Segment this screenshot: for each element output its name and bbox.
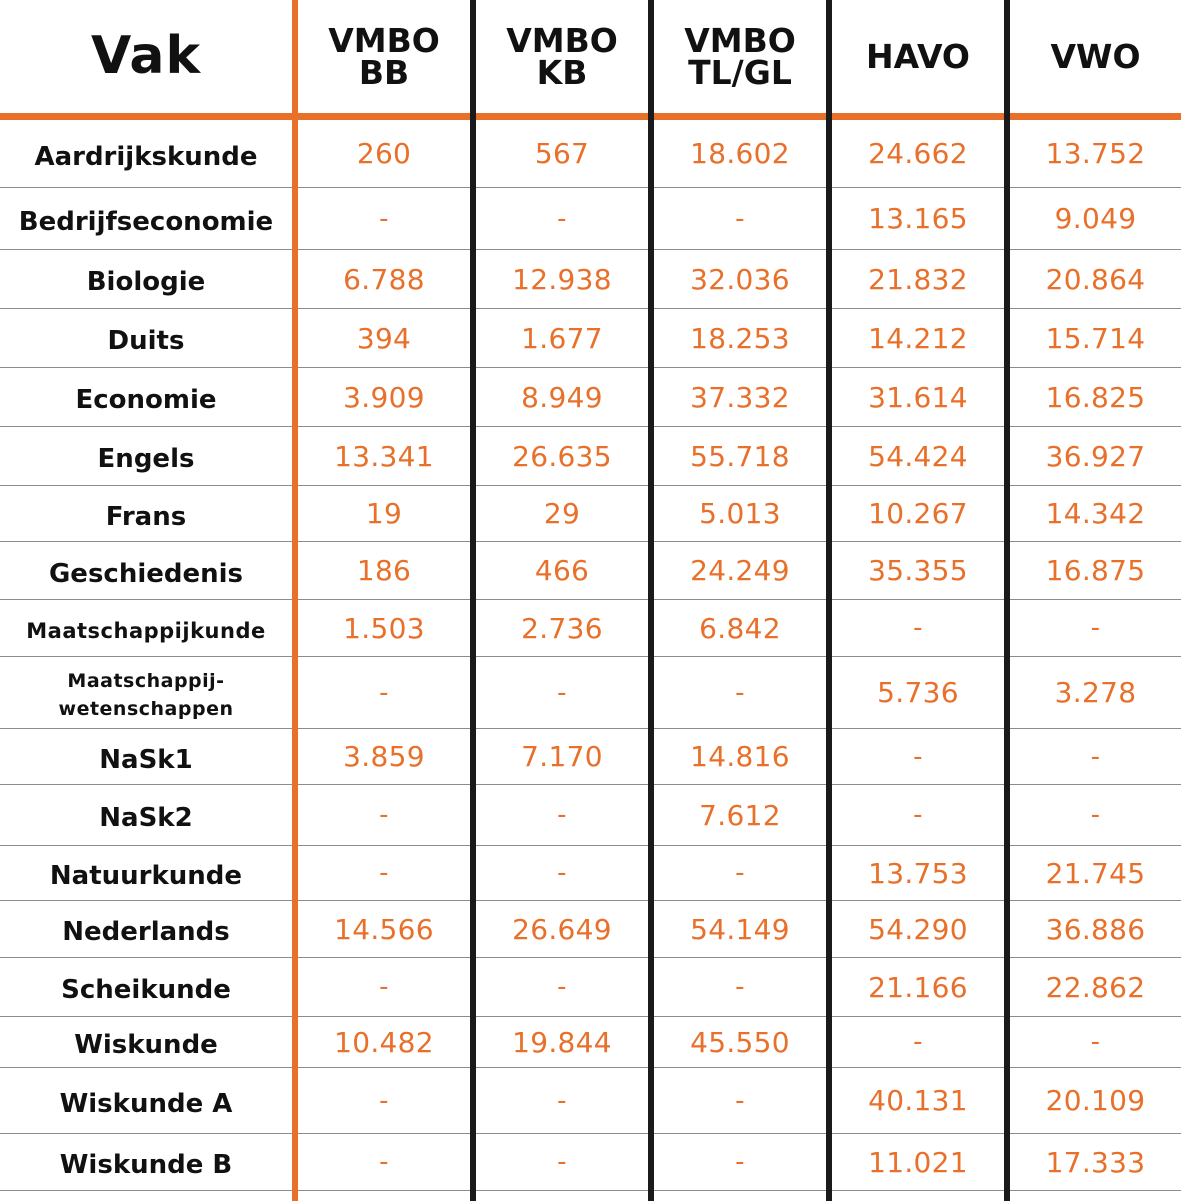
table-cell-value: 567 [476,120,648,188]
row-subject-label: Natuurkunde [0,846,292,901]
row-subject-label: Geschiedenis [0,542,292,600]
table-cell-empty: - [298,1068,470,1134]
table-cell-value: 8.949 [476,368,648,427]
row-subject-label: Wiskunde [0,1017,292,1068]
row-subject-label: Maatschappij- wetenschappen [0,657,292,729]
table-cell-empty: - [476,785,648,846]
table-cell-value: 6.842 [654,600,826,657]
table-cell-empty: - [298,188,470,250]
table-cell-empty: - [476,1134,648,1191]
table-cell-value: 20.109 [1010,1068,1181,1134]
table-cell-empty: - [1010,600,1181,657]
table-cell-value: 3.909 [298,368,470,427]
table-cell-empty: - [654,657,826,729]
column-header-vmbo-tl-gl: VMBO TL/GL [684,21,796,92]
table-cell-value: 54.424 [832,427,1004,486]
column-header-subject: Vak [90,25,202,86]
table-cell-value: 21.166 [832,958,1004,1017]
row-subject-label: Maatschappijkunde [0,600,292,657]
table-cell-value: 36.886 [1010,901,1181,958]
table-cell-empty: - [1010,785,1181,846]
table-cell-empty: - [476,188,648,250]
column-divider [648,0,654,1201]
row-subject-label: Engels [0,427,292,486]
table-cell-value: 22.862 [1010,958,1181,1017]
table-cell-value: 14.212 [832,309,1004,368]
table-cell-value: 17.333 [1010,1134,1181,1191]
table-cell-value: 9.049 [1010,188,1181,250]
table-cell-value: 14.816 [654,729,826,785]
table-cell-value: 29 [476,486,648,542]
table-cell-value: 26.635 [476,427,648,486]
table-cell-empty: - [654,1134,826,1191]
table-cell-value: 186 [298,542,470,600]
table-cell-empty: - [298,657,470,729]
row-subject-label: Economie [0,368,292,427]
row-subject-label: Nederlands [0,901,292,958]
table-cell-value: 12.938 [476,250,648,309]
column-divider [826,0,832,1201]
table-cell-value: 55.718 [654,427,826,486]
table-cell-value: 7.612 [654,785,826,846]
table-cell-value: 13.753 [832,846,1004,901]
table-cell-value: 10.267 [832,486,1004,542]
table-cell-value: 15.714 [1010,309,1181,368]
table-cell-value: 14.342 [1010,486,1181,542]
table-cell-value: 3.859 [298,729,470,785]
table-cell-empty: - [476,1068,648,1134]
table-cell-value: 13.165 [832,188,1004,250]
column-header-vmbo-bb: VMBO BB [328,21,440,92]
table-cell-value: 54.149 [654,901,826,958]
table-cell-empty: - [654,188,826,250]
row-subject-label: Duits [0,309,292,368]
table-cell-value: 466 [476,542,648,600]
table-cell-empty: - [832,600,1004,657]
table-cell-empty: - [1010,729,1181,785]
table-cell-value: 16.825 [1010,368,1181,427]
table-cell-empty: - [832,729,1004,785]
table-cell-value: 19.844 [476,1017,648,1068]
table-cell-empty: - [1010,1017,1181,1068]
table-cell-empty: - [476,958,648,1017]
table-cell-value: 26.649 [476,901,648,958]
row-subject-label: Biologie [0,250,292,309]
table-cell-value: 54.290 [832,901,1004,958]
table-cell-value: 19 [298,486,470,542]
table-cell-value: 31.614 [832,368,1004,427]
table-cell-value: 24.662 [832,120,1004,188]
table-cell-value: 1.677 [476,309,648,368]
table-cell-value: 2.736 [476,600,648,657]
table-cell-value: 13.752 [1010,120,1181,188]
table-cell-value: 20.864 [1010,250,1181,309]
row-subject-label: NaSk2 [0,785,292,846]
row-subject-label: NaSk1 [0,729,292,785]
table-cell-empty: - [832,785,1004,846]
column-header-vmbo-kb: VMBO KB [506,21,618,92]
table-cell-value: 5.736 [832,657,1004,729]
table-cell-empty: - [476,657,648,729]
row-subject-label: Wiskunde B [0,1134,292,1191]
row-subject-label: Wiskunde A [0,1068,292,1134]
table-cell-empty: - [654,958,826,1017]
table-cell-value: 24.249 [654,542,826,600]
row-subject-label: Aardrijkskunde [0,120,292,188]
table-cell-value: 10.482 [298,1017,470,1068]
table-cell-value: 18.602 [654,120,826,188]
table-cell-value: 260 [298,120,470,188]
row-subject-label: Frans [0,486,292,542]
table-cell-value: 35.355 [832,542,1004,600]
table-cell-value: 1.503 [298,600,470,657]
table-cell-value: 21.745 [1010,846,1181,901]
column-header-vwo: VWO [1050,36,1141,76]
table-cell-value: 11.021 [832,1134,1004,1191]
table-cell-value: 36.927 [1010,427,1181,486]
row-subject-label: Scheikunde [0,958,292,1017]
table-cell-value: 5.013 [654,486,826,542]
row-subject-label: Bedrijfseconomie [0,188,292,250]
column-divider [470,0,476,1201]
table-cell-value: 18.253 [654,309,826,368]
table-cell-empty: - [654,846,826,901]
table-cell-empty: - [298,958,470,1017]
table-cell-value: 40.131 [832,1068,1004,1134]
table-cell-value: 3.278 [1010,657,1181,729]
table-cell-value: 7.170 [476,729,648,785]
table-cell-value: 37.332 [654,368,826,427]
table-cell-value: 21.832 [832,250,1004,309]
table-cell-empty: - [298,785,470,846]
table-cell-value: 14.566 [298,901,470,958]
table-cell-value: 6.788 [298,250,470,309]
table-cell-value: 394 [298,309,470,368]
table-cell-value: 16.875 [1010,542,1181,600]
table-cell-empty: - [476,846,648,901]
table-cell-empty: - [654,1068,826,1134]
subject-column-divider [292,0,298,1201]
column-divider [1004,0,1010,1201]
table-cell-value: 45.550 [654,1017,826,1068]
column-header-havo: HAVO [866,36,970,76]
table-cell-value: 13.341 [298,427,470,486]
table-cell-empty: - [298,1134,470,1191]
table-cell-value: 32.036 [654,250,826,309]
table-cell-empty: - [832,1017,1004,1068]
table-cell-empty: - [298,846,470,901]
